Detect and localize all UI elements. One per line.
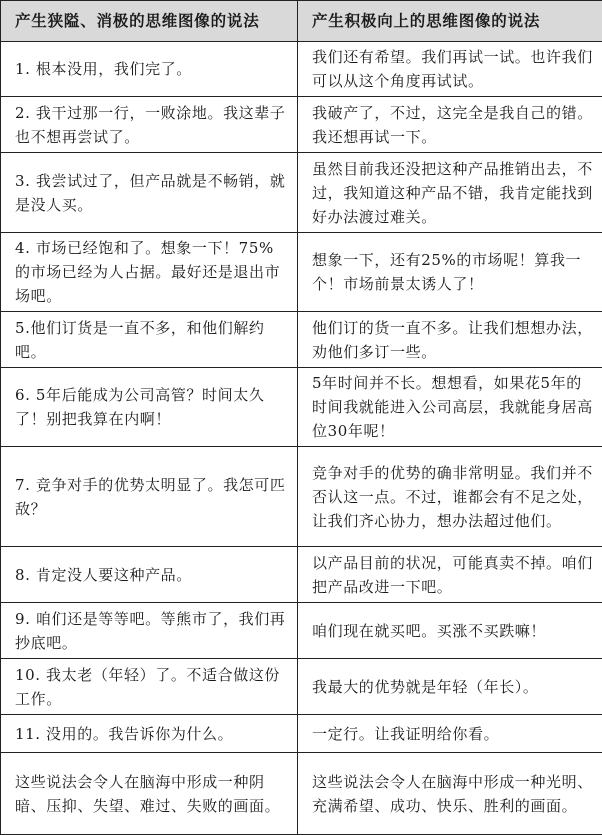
negative-statement: 8. 肯定没人要这种产品。: [1, 547, 298, 603]
table-row: [1, 233, 602, 312]
header-positive: 产生积极向上的思维图像的说法: [298, 1, 602, 42]
summary-row: [1, 753, 602, 835]
positive-statement: 我最大的优势就是年轻（年长）。: [298, 659, 602, 715]
negative-statement: 3. 我尝试过了，但产品就是不畅销，就是没人买。: [1, 153, 298, 233]
negative-statement: 11. 没用的。我告诉你为什么。: [1, 715, 298, 753]
positive-statement: 咱们现在就买吧。买涨不买跌嘛！: [298, 603, 602, 659]
positive-summary: 这些说法会令人在脑海中形成一种光明、充满希望、成功、快乐、胜利的画面。: [298, 753, 602, 835]
positive-statement: 想象一下，还有25%的市场呢！算我一个！市场前景太诱人了！: [298, 233, 602, 312]
table-row: [1, 368, 602, 447]
negative-statement: 6. 5年后能成为公司高管？时间太久了！别把我算在内啊！: [1, 368, 298, 447]
table-row: [1, 715, 602, 753]
positive-statement: 以产品目前的状况，可能真卖不掉。咱们把产品改进一下吧。: [298, 547, 602, 603]
negative-statement: 7. 竞争对手的优势太明显了。我怎可匹敌？: [1, 447, 298, 547]
positive-statement: 一定行。让我证明给你看。: [298, 715, 602, 753]
header-row: [1, 1, 602, 42]
table-row: [1, 659, 602, 715]
negative-statement: 5.他们订货是一直不多，和他们解约吧。: [1, 312, 298, 368]
positive-statement: 我们还有希望。我们再试一试。也许我们可以从这个角度再试试。: [298, 42, 602, 97]
positive-statement: 竞争对手的优势的确非常明显。我们并不否认这一点。不过，谁都会有不足之处，让我们齐心协力，想办法超过他们。: [298, 447, 602, 547]
positive-statement: 我破产了，不过，这完全是我自己的错。我还想再试一下。: [298, 97, 602, 153]
negative-statement: 1. 根本没用，我们完了。: [1, 42, 298, 97]
negative-statement: 4. 市场已经饱和了。想象一下！75%的市场已经为人占据。最好还是退出市场吧。: [1, 233, 298, 312]
table-row: [1, 547, 602, 603]
negative-statement: 2. 我干过那一行，一败涂地。我这辈子也不想再尝试了。: [1, 97, 298, 153]
negative-summary: 这些说法会令人在脑海中形成一种阴暗、压抑、失望、难过、失败的画面。: [1, 753, 298, 835]
table-row: [1, 42, 602, 97]
positive-statement: 5年时间并不长。想想看，如果花5年的时间我就能进入公司高层，我就能身居高位30年呢！: [298, 368, 602, 447]
table-row: [1, 603, 602, 659]
negative-statement: 9. 咱们还是等等吧。等熊市了，我们再抄底吧。: [1, 603, 298, 659]
positive-statement: 虽然目前我还没把这种产品推销出去，不过，我知道这种产品不错，我肯定能找到好办法渡过难关。: [298, 153, 602, 233]
table-row: [1, 447, 602, 547]
table-row: [1, 97, 602, 153]
table-row: [1, 312, 602, 368]
table-row: [1, 153, 602, 233]
negative-statement: 10. 我太老（年轻）了。不适合做这份工作。: [1, 659, 298, 715]
header-negative: 产生狭隘、消极的思维图像的说法: [1, 1, 298, 42]
positive-statement: 他们订的货一直不多。让我们想想办法，劝他们多订一些。: [298, 312, 602, 368]
